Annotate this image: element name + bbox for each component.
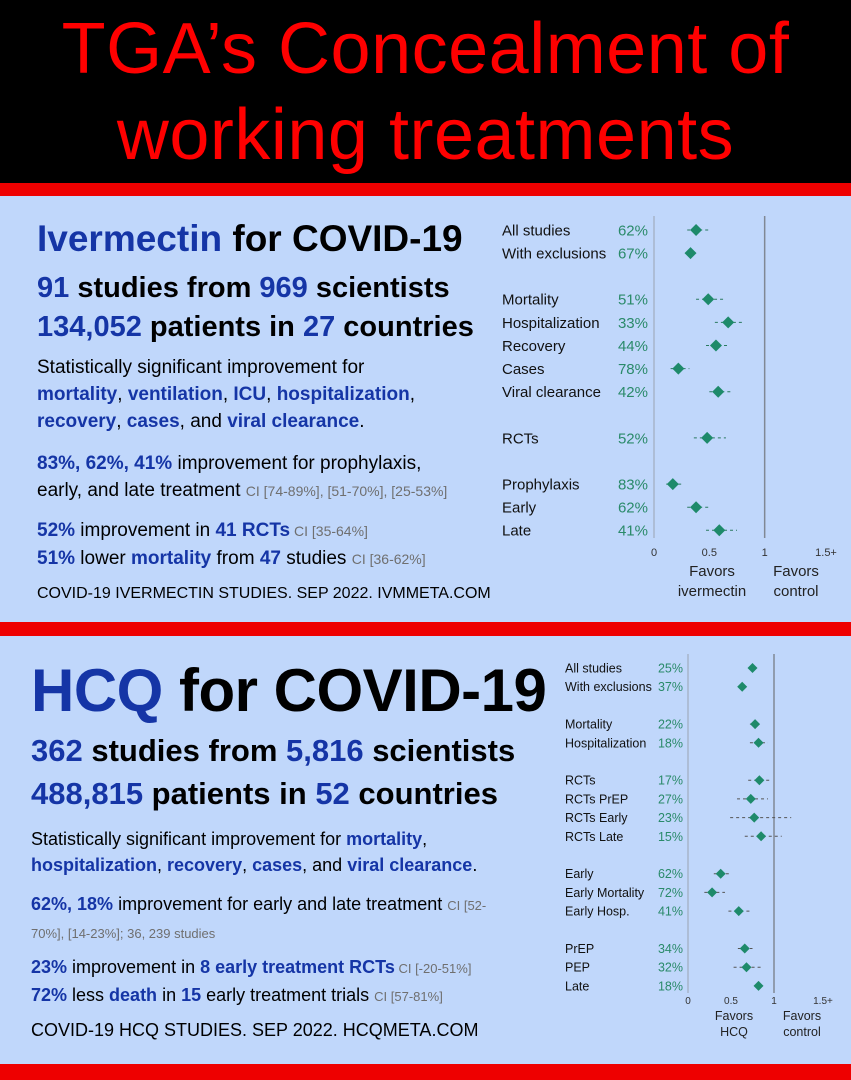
studies-count: 362 xyxy=(31,733,83,768)
mortality-ci: CI [36-62%] xyxy=(351,551,426,567)
row-label: PrEP xyxy=(565,942,595,956)
patients-count: 134,052 xyxy=(37,311,142,343)
row-percent: 18% xyxy=(657,979,683,994)
estimate-marker xyxy=(754,981,764,991)
significance-paragraph xyxy=(37,354,487,435)
patients-text: patients in xyxy=(143,776,316,811)
rct-percent: 23% xyxy=(31,957,68,977)
death-in: in xyxy=(157,985,182,1005)
x-tick-label: 1 xyxy=(771,996,777,1007)
row-percent: 83% xyxy=(617,476,648,494)
sep: , xyxy=(422,829,428,849)
row-label: All studies xyxy=(502,222,571,240)
scientists-text: scientists xyxy=(307,272,450,304)
drug-name: HCQ xyxy=(31,657,163,724)
sig-icu: ICU xyxy=(233,384,267,405)
title-suffix: for COVID-19 xyxy=(222,218,463,259)
estimate-marker xyxy=(749,813,759,823)
estimate-marker xyxy=(710,340,722,352)
row-label: Early xyxy=(565,867,594,882)
sep: , xyxy=(116,411,127,432)
red-divider xyxy=(0,1064,851,1080)
favors-left-label: HCQ xyxy=(720,1025,748,1039)
row-percent: 25% xyxy=(657,661,683,676)
row-label: All studies xyxy=(565,661,622,676)
rct-text: improvement in xyxy=(67,957,201,977)
x-tick-label: 1.5+ xyxy=(815,547,837,559)
favors-right-label: control xyxy=(773,583,819,600)
favors-left-label: ivermectin xyxy=(677,583,747,600)
row-percent: 41% xyxy=(657,904,683,919)
row-percent: 52% xyxy=(617,430,648,448)
row-label: Mortality xyxy=(565,717,613,732)
countries-count: 27 xyxy=(302,311,336,343)
mortality-percent: 51% xyxy=(37,548,76,569)
row-label: Late xyxy=(565,979,590,994)
death-ci: CI [57-81%] xyxy=(374,989,443,1004)
sig-hospitalization: hospitalization xyxy=(276,384,410,405)
sig-mortality: mortality xyxy=(346,829,423,849)
estimate-marker xyxy=(754,775,764,785)
header-title-line1: TGA’s Concealment of xyxy=(61,9,790,89)
improvement-ci: CI [74-89%], [51-70%], [25-53%] xyxy=(245,483,448,499)
death-percent: 72% xyxy=(31,985,68,1005)
improvement-percents: 83%, 62%, 41% xyxy=(37,453,173,474)
hcq-panel xyxy=(0,636,851,1064)
favors-right-label: Favors xyxy=(773,563,819,580)
rct-count: 8 early treatment RCTs xyxy=(200,957,395,977)
rct-text: improvement in xyxy=(75,520,216,541)
sig-viral-clearance: viral clearance xyxy=(347,855,473,875)
death-rest: early treatment trials xyxy=(201,985,375,1005)
sig-cases: cases xyxy=(252,855,303,875)
sig-cases: cases xyxy=(126,411,180,432)
estimate-marker xyxy=(741,962,751,972)
estimate-marker xyxy=(754,738,764,748)
favors-left-label: Favors xyxy=(714,1009,754,1023)
estimate-marker xyxy=(748,663,758,673)
x-tick-label: 0 xyxy=(685,996,691,1007)
improvement-paragraph xyxy=(31,891,551,947)
row-percent: 34% xyxy=(657,942,683,956)
rct-ci: CI [-20-51%] xyxy=(394,961,472,976)
sep: , and xyxy=(179,411,228,432)
estimate-marker xyxy=(722,316,734,328)
estimate-marker xyxy=(734,906,744,916)
significance-paragraph xyxy=(31,826,551,878)
x-tick-label: 0 xyxy=(650,547,658,559)
row-label: RCTs xyxy=(565,773,596,788)
sig-recovery: recovery xyxy=(167,855,243,875)
ivermectin-forest-plot xyxy=(490,196,851,622)
patients-text: patients in xyxy=(141,311,303,343)
sep: . xyxy=(472,855,478,875)
row-label: RCTs PrEP xyxy=(565,792,629,807)
row-percent: 42% xyxy=(617,384,648,402)
x-tick-label: 0.5 xyxy=(724,996,738,1007)
favors-right-label: Favors xyxy=(782,1009,822,1023)
row-percent: 33% xyxy=(617,314,648,332)
scientists-text: scientists xyxy=(363,733,516,768)
sig-prefix: Statistically significant improvement for xyxy=(37,357,365,378)
estimate-marker xyxy=(690,224,702,236)
countries-count: 52 xyxy=(315,776,350,811)
sep: , and xyxy=(302,855,348,875)
header-banner xyxy=(0,0,851,183)
improvement-ci: CI [52- xyxy=(447,898,487,913)
row-label: PEP xyxy=(565,960,591,975)
sig-hospitalization: hospitalization xyxy=(31,855,157,875)
ivermectin-footer: COVID-19 IVERMECTIN STUDIES. SEP 2022. IVMMETA.COM xyxy=(37,585,491,602)
row-percent: 22% xyxy=(657,717,683,732)
countries-text: countries xyxy=(349,776,498,811)
estimate-marker xyxy=(746,794,756,804)
estimate-marker xyxy=(672,363,684,375)
row-percent: 15% xyxy=(657,829,683,844)
row-label: Hospitalization xyxy=(565,736,647,751)
row-percent: 23% xyxy=(657,811,683,826)
sep: . xyxy=(359,411,365,432)
rct-count: 41 RCTs xyxy=(215,520,291,541)
row-label: Viral clearance xyxy=(502,384,601,402)
patients-line xyxy=(31,776,498,812)
row-label: RCTs Early xyxy=(565,811,628,826)
row-label: With exclusions xyxy=(502,245,607,263)
mortality-word: mortality xyxy=(131,548,212,569)
row-percent: 41% xyxy=(617,522,648,540)
mortality-studies: studies xyxy=(280,548,352,569)
drug-name: Ivermectin xyxy=(37,218,223,259)
row-percent: 32% xyxy=(657,960,683,975)
row-label: Early xyxy=(502,499,537,517)
x-tick-label: 1.5+ xyxy=(813,996,833,1007)
sig-ventilation: ventilation xyxy=(127,384,223,405)
estimate-marker xyxy=(702,293,714,305)
studies-count: 91 xyxy=(37,272,70,304)
estimate-marker xyxy=(740,944,750,954)
improvement-text: improvement for prophylaxis, xyxy=(172,453,422,474)
improvement-percents: 62%, 18% xyxy=(31,894,114,914)
row-percent: 67% xyxy=(617,245,648,263)
scientists-count: 5,816 xyxy=(286,733,364,768)
sig-mortality: mortality xyxy=(37,384,118,405)
row-label: RCTs xyxy=(502,430,539,448)
studies-text: studies from xyxy=(69,272,260,304)
row-percent: 62% xyxy=(617,222,648,240)
death-text: less xyxy=(67,985,110,1005)
patients-count: 488,815 xyxy=(31,776,144,811)
row-percent: 44% xyxy=(617,337,648,355)
header-title-line2: working treatments xyxy=(116,95,735,175)
favors-right-label: control xyxy=(783,1025,821,1039)
row-label: Hospitalization xyxy=(502,314,600,332)
sep: , xyxy=(242,855,253,875)
sep: , xyxy=(157,855,168,875)
estimate-marker xyxy=(750,719,760,729)
row-percent: 37% xyxy=(657,680,683,695)
row-label: Cases xyxy=(502,361,545,378)
row-label: Early Hosp. xyxy=(565,904,630,919)
sep: , xyxy=(222,384,234,405)
estimate-marker xyxy=(713,524,725,536)
row-percent: 62% xyxy=(657,867,683,882)
title-suffix: for COVID-19 xyxy=(162,657,547,724)
estimate-marker xyxy=(667,478,679,490)
row-percent: 72% xyxy=(657,885,683,900)
improvement-paragraph xyxy=(37,450,497,505)
red-divider xyxy=(0,183,851,196)
estimate-marker xyxy=(716,869,726,879)
ivermectin-title xyxy=(37,218,463,260)
estimate-marker xyxy=(756,831,766,841)
studies-line xyxy=(37,272,450,305)
sig-prefix: Statistically significant improvement for xyxy=(31,829,347,849)
row-percent: 18% xyxy=(657,736,683,751)
hcq-footer: COVID-19 HCQ STUDIES. SEP 2022. HCQMETA.COM xyxy=(31,1020,479,1040)
improvement-ci-2: 70%], [14-23%]; 36, 239 studies xyxy=(31,926,216,941)
hcq-title xyxy=(31,656,546,725)
sig-viral-clearance: viral clearance xyxy=(227,411,360,432)
x-tick-label: 0.5 xyxy=(701,547,717,559)
x-tick-label: 1 xyxy=(761,547,768,559)
mortality-count: 47 xyxy=(259,548,281,569)
mortality-from: from xyxy=(211,548,260,569)
scientists-count: 969 xyxy=(259,272,308,304)
studies-text: studies from xyxy=(82,733,286,768)
improvement-text-2: early, and late treatment xyxy=(37,480,246,501)
row-percent: 51% xyxy=(617,291,648,309)
sep: , xyxy=(117,384,128,405)
estimate-marker xyxy=(690,501,702,513)
red-divider xyxy=(0,622,851,636)
mortality-text: lower xyxy=(75,548,131,569)
sep: , xyxy=(409,384,415,405)
patients-line xyxy=(37,311,474,344)
death-count: 15 xyxy=(181,985,202,1005)
row-percent: 27% xyxy=(657,792,683,807)
row-label: Prophylaxis xyxy=(502,476,580,494)
row-label: Recovery xyxy=(502,337,566,355)
studies-line xyxy=(31,733,515,769)
estimate-marker xyxy=(712,386,724,398)
row-percent: 78% xyxy=(617,361,648,378)
countries-text: countries xyxy=(335,311,474,343)
row-label: Early Mortality xyxy=(565,885,645,900)
hcq-forest-plot xyxy=(555,636,851,1064)
estimate-marker xyxy=(707,887,717,897)
row-percent: 17% xyxy=(657,773,683,788)
rct-ci: CI [35-64%] xyxy=(290,523,368,539)
favors-left-label: Favors xyxy=(689,563,735,580)
rct-percent: 52% xyxy=(37,520,76,541)
ivermectin-panel xyxy=(0,196,851,622)
row-label: Mortality xyxy=(502,291,559,309)
improvement-text: improvement for early and late treatment xyxy=(113,894,448,914)
estimate-marker xyxy=(701,432,713,444)
death-word: death xyxy=(109,985,158,1005)
row-percent: 62% xyxy=(617,499,648,517)
sig-recovery: recovery xyxy=(37,411,117,432)
row-label: With exclusions xyxy=(565,680,652,695)
estimate-marker xyxy=(685,247,697,259)
rct-paragraph xyxy=(37,517,497,573)
row-label: Late xyxy=(502,522,532,540)
sep: , xyxy=(266,384,277,405)
rct-paragraph xyxy=(31,954,551,1010)
row-label: RCTs Late xyxy=(565,829,624,844)
estimate-marker xyxy=(737,682,747,692)
